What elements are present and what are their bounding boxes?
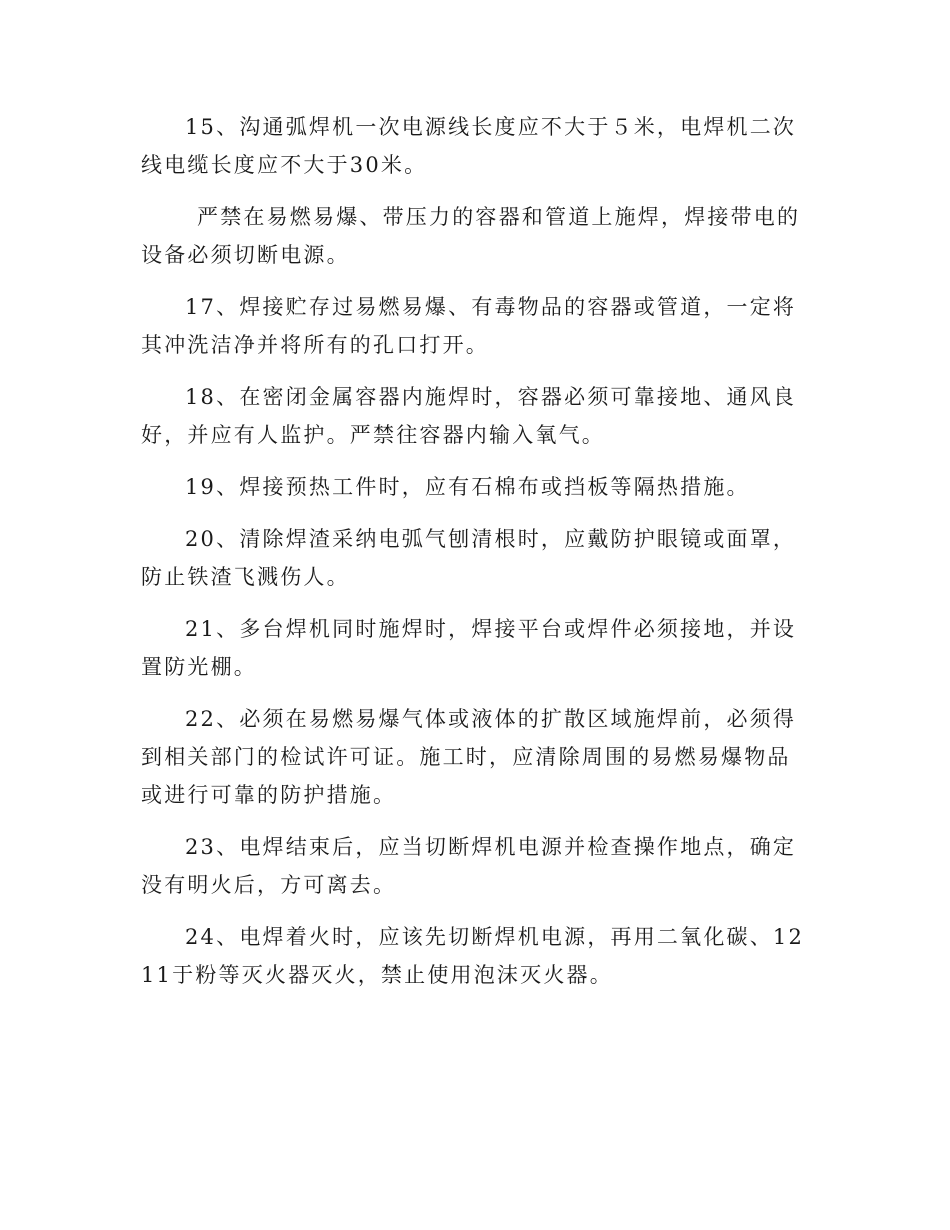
paragraph-19: 19、焊接预热工件时，应有石棉布或挡板等隔热措施。 (185, 475, 750, 499)
paragraph-24: 24、电焊着火时，应该先切断焊机电源，再用二氧化碳、1211于粉等灭火器灭火，禁止使用泡沫灭火器。 (141, 925, 805, 987)
paragraph-17: 17、焊接贮存过易燃易爆、有毒物品的容器或管道，一定将其冲洗洁净并将所有的孔口打开。 (141, 295, 797, 357)
paragraph-20: 20、清除焊渣采纳电弧气刨清根时，应戴防护眼镜或面罩，防止铁渣飞溅伤人。 (141, 527, 797, 589)
paragraph-21: 21、多台焊机同时施焊时，焊接平台或焊件必须接地，并设置防光棚。 (141, 617, 797, 679)
paragraph-18: 18、在密闭金属容器内施焊时，容器必须可靠接地、通风良好，并应有人监护。严禁往容器内输入氧气。 (141, 385, 797, 447)
paragraph-16: 严禁在易燃易爆、带压力的容器和管道上施焊，焊接带电的设备必须切断电源。 (141, 205, 801, 267)
paragraph-15: 15、沟通弧焊机一次电源线长度应不大于５米，电焊机二次线电缆长度应不大于30米。 (141, 115, 797, 177)
document-body (141, 108, 809, 1008)
paragraph-22: 22、必须在易燃易爆气体或液体的扩散区域施焊前，必须得到相关部门的检试许可证。施工时，应清除周围的易燃易爆物品或进行可靠的防护措施。 (141, 707, 797, 807)
paragraph-23: 23、电焊结束后，应当切断焊机电源并检查操作地点，确定没有明火后，方可离去。 (141, 835, 797, 897)
